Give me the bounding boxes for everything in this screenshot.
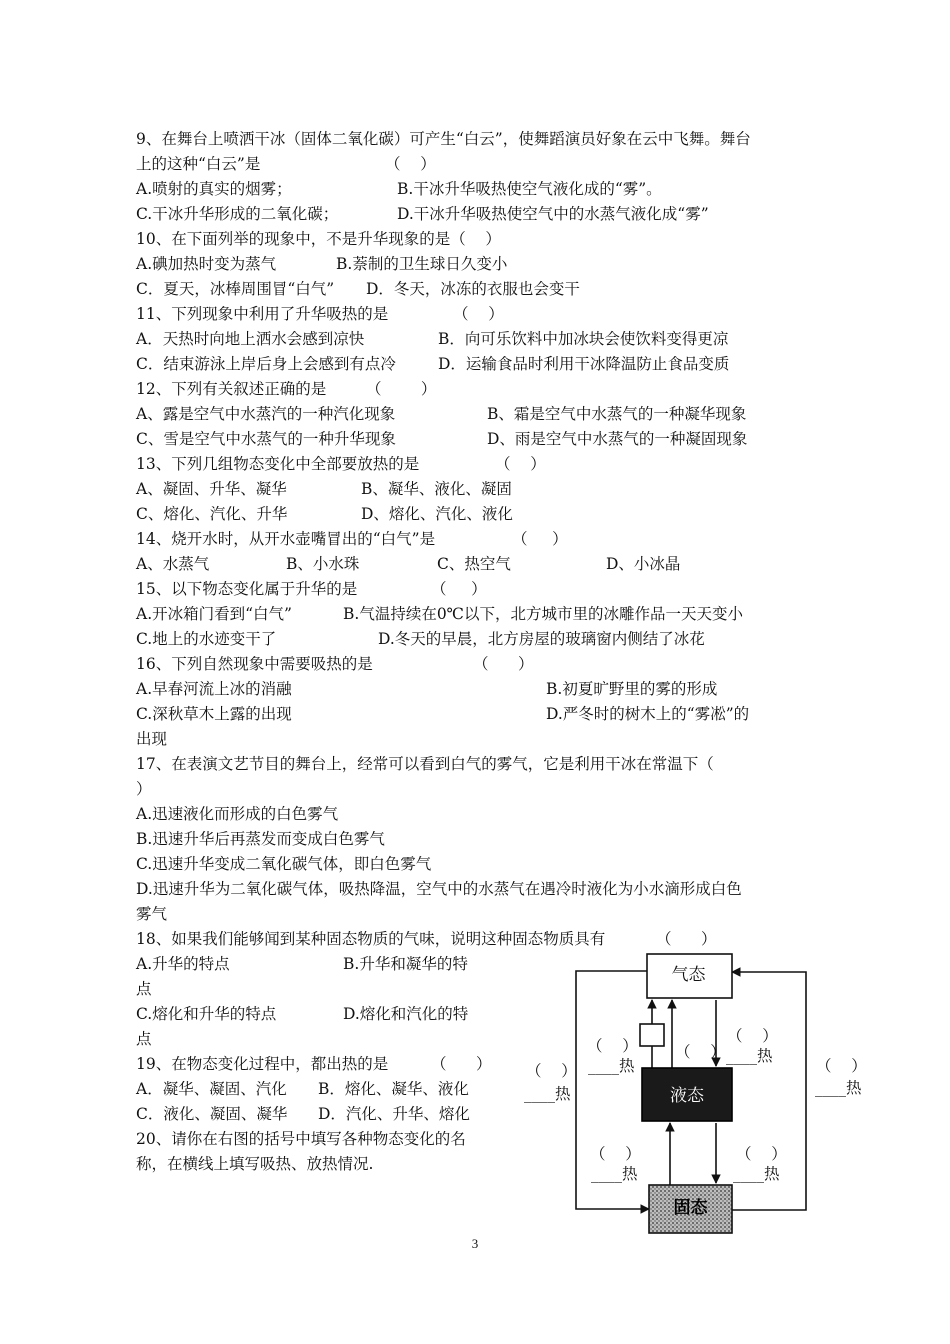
q11-option-a: A．天热时向地上洒水会感到凉快 (136, 330, 365, 348)
q19-option-c: C．液化、凝固、凝华 (136, 1105, 288, 1123)
q18-option-a: A.升华的特点 (136, 955, 230, 973)
q11-option-b: B．向可乐饮料中加冰块会使饮料变得更凉 (438, 330, 729, 348)
q15-stem: 15、以下物态变化属于升华的是 (136, 580, 358, 598)
q19-option-d: D．汽化、升华、熔化 (318, 1105, 470, 1123)
blank-paren-gas-to-solid: （ ） (816, 1057, 867, 1075)
q9-option-a: A.喷射的真实的烟雾； (136, 180, 292, 198)
q13-option-b: B、凝华、液化、凝固 (361, 480, 512, 498)
q13-option-a: A、凝固、升华、凝华 (136, 480, 287, 498)
q14-stem: 14、烧开水时，从开水壶嘴冒出的“白气”是 (136, 530, 436, 548)
q11-stem: 11、下列现象中利用了升华吸热的是 (136, 305, 389, 323)
q19-option-a: A．凝华、凝固、汽化 (136, 1080, 287, 1098)
q12-stem: 12、下列有关叙述正确的是 (136, 380, 327, 398)
q12-option-a: A、露是空气中水蒸汽的一种汽化现象 (136, 405, 396, 423)
q18-stem: 18、如果我们能够闻到某种固态物质的气味，说明这种固态物质具有 (136, 930, 606, 948)
q15-answer-paren: （ ） (431, 580, 487, 598)
blank-paren-liquid-to-solid: （ ） (736, 1145, 787, 1163)
liquid-solid-arrows (670, 1123, 716, 1185)
q18-option-d: D.熔化和汽化的特 (343, 1005, 469, 1023)
gas-state-label: 气态 (671, 965, 706, 985)
solid-state-label: 固态 (673, 1198, 708, 1218)
q18-option-b-continued: 点 (136, 980, 152, 998)
q18-option-d-continued: 点 (136, 1030, 152, 1048)
blank-heat-solid-to-liquid: ____热 (591, 1165, 638, 1183)
q20-stem-continued: 称，在横线上填写吸热、放热情况. (136, 1155, 374, 1173)
blank-paren-liquid-to-gas-b: （ ） (675, 1043, 726, 1061)
blank-heat-gas-to-solid: ____热 (815, 1079, 862, 1097)
q17-option-b: B.迅速升华后再蒸发而变成白色雾气 (136, 830, 385, 848)
q16-answer-paren: （ ） (473, 655, 534, 673)
q9-option-c: C.干冰升华形成的二氧化碳； (136, 205, 339, 223)
q16-stem: 16、下列自然现象中需要吸热的是 (136, 655, 373, 673)
blank-paren-solid-to-liquid: （ ） (590, 1145, 641, 1163)
blank-paren-gas-to-liquid: （ ） (727, 1027, 778, 1045)
q17-stem: 17、在表演文艺节目的舞台上，经常可以看到白气的雾气，它是利用干冰在常温下（ (136, 755, 714, 773)
q14-answer-paren: （ ） (512, 530, 568, 548)
q13-option-c: C、熔化、汽化、升华 (136, 505, 288, 523)
q15-option-b: B.气温持续在0℃以下，北方城市里的冰雕作品一天天变小 (343, 605, 744, 623)
q20-stem: 20、请你在右图的括号中填写各种物态变化的名 (136, 1130, 466, 1148)
q12-option-d: D、雨是空气中水蒸气的一种凝固现象 (487, 430, 748, 448)
q19-stem: 19、在物态变化过程中，都出热的是 (136, 1055, 389, 1073)
q18-answer-paren: （ ） (656, 930, 717, 948)
q14-option-c: C、热空气 (437, 555, 511, 573)
q11-answer-paren: （ ） (453, 305, 504, 323)
q13-stem: 13、下列几组物态变化中全部要放热的是 (136, 455, 420, 473)
q19-answer-paren: （ ） (431, 1055, 492, 1073)
q17-option-d-continued: 雾气 (136, 905, 168, 923)
q14-option-b: B、小水珠 (286, 555, 360, 573)
arrow-junction-box (640, 1024, 664, 1046)
q14-option-d: D、小冰晶 (606, 555, 681, 573)
blank-heat-gas-to-liquid: ____热 (726, 1047, 773, 1065)
blank-heat-solid-to-gas: ____热 (524, 1085, 571, 1103)
q9-line2: 上的这种“白云”是 (136, 155, 261, 173)
q10-option-b: B.萘制的卫生球日久变小 (336, 255, 508, 273)
q9-line1: 9、在舞台上喷洒干冰（固体二氧化碳）可产生“白云”，使舞蹈演员好象在云中飞舞。舞台 (136, 130, 751, 148)
page-number: 3 (471, 1236, 479, 1251)
q13-answer-paren: （ ） (495, 455, 546, 473)
q18-option-c: C.熔化和升华的特点 (136, 1005, 277, 1023)
q19-option-b: B．熔化、凝华、液化 (318, 1080, 469, 1098)
q16-option-d-continued: 出现 (136, 730, 168, 748)
q13-option-d: D、熔化、汽化、液化 (361, 505, 513, 523)
q12-option-c: C、雪是空气中水蒸气的一种升华现象 (136, 430, 396, 448)
liquid-state-label: 液态 (670, 1086, 704, 1106)
q10-stem: 10、在下面列举的现象中，不是升华现象的是（ ） (136, 230, 501, 248)
q16-option-d: D.严冬时的树木上的“雾凇”的 (546, 705, 750, 723)
q11-option-d: D．运输食品时利用干冰降温防止食品变质 (438, 355, 730, 373)
q17-option-a: A.迅速液化而形成的白色雾气 (136, 805, 339, 823)
q17-answer-paren: ） (136, 780, 152, 798)
q16-option-a: A.早春河流上冰的消融 (136, 680, 292, 698)
blank-paren-liquid-to-gas-a: （ ） (587, 1037, 638, 1055)
q16-option-b: B.初夏旷野里的雾的形成 (546, 680, 718, 698)
blank-paren-solid-to-gas: （ ） (526, 1062, 577, 1080)
q15-option-a: A.开冰箱门看到“白气” (136, 605, 292, 623)
q10-option-a: A.碘加热时变为蒸气 (136, 255, 277, 273)
q15-option-d: D.冬天的早晨，北方房屋的玻璃窗内侧结了冰花 (378, 630, 705, 648)
q17-option-c: C.迅速升华变成二氧化碳气体，即白色雾气 (136, 855, 432, 873)
q9-option-d: D.干冰升华吸热使空气中的水蒸气液化成“雾” (397, 205, 709, 223)
q12-answer-paren: （ ） (366, 380, 437, 398)
q16-option-c: C.深秋草木上露的出现 (136, 705, 292, 723)
q14-option-a: A、水蒸气 (136, 555, 210, 573)
q11-option-c: C．结束游泳上岸后身上会感到有点冷 (136, 355, 396, 373)
q12-option-b: B、霜是空气中水蒸气的一种凝华现象 (487, 405, 747, 423)
q9-answer-paren: （ ） (385, 155, 436, 173)
q10-option-d: D．冬天，冰冻的衣服也会变干 (366, 280, 580, 298)
q10-option-c: C．夏天，冰棒周围冒“白气” (136, 280, 335, 298)
q15-option-c: C.地上的水迹变干了 (136, 630, 277, 648)
q9-option-b: B.干冰升华吸热使空气液化成的“雾”。 (397, 180, 662, 198)
blank-heat-liquid-to-gas: ____热 (588, 1057, 635, 1075)
q17-option-d: D.迅速升华为二氧化碳气体，吸热降温，空气中的水蒸气在遇冷时液化为小水滴形成白色 (136, 880, 742, 898)
q18-option-b: B.升华和凝华的特 (343, 955, 468, 973)
blank-heat-liquid-to-solid: ____热 (733, 1165, 780, 1183)
